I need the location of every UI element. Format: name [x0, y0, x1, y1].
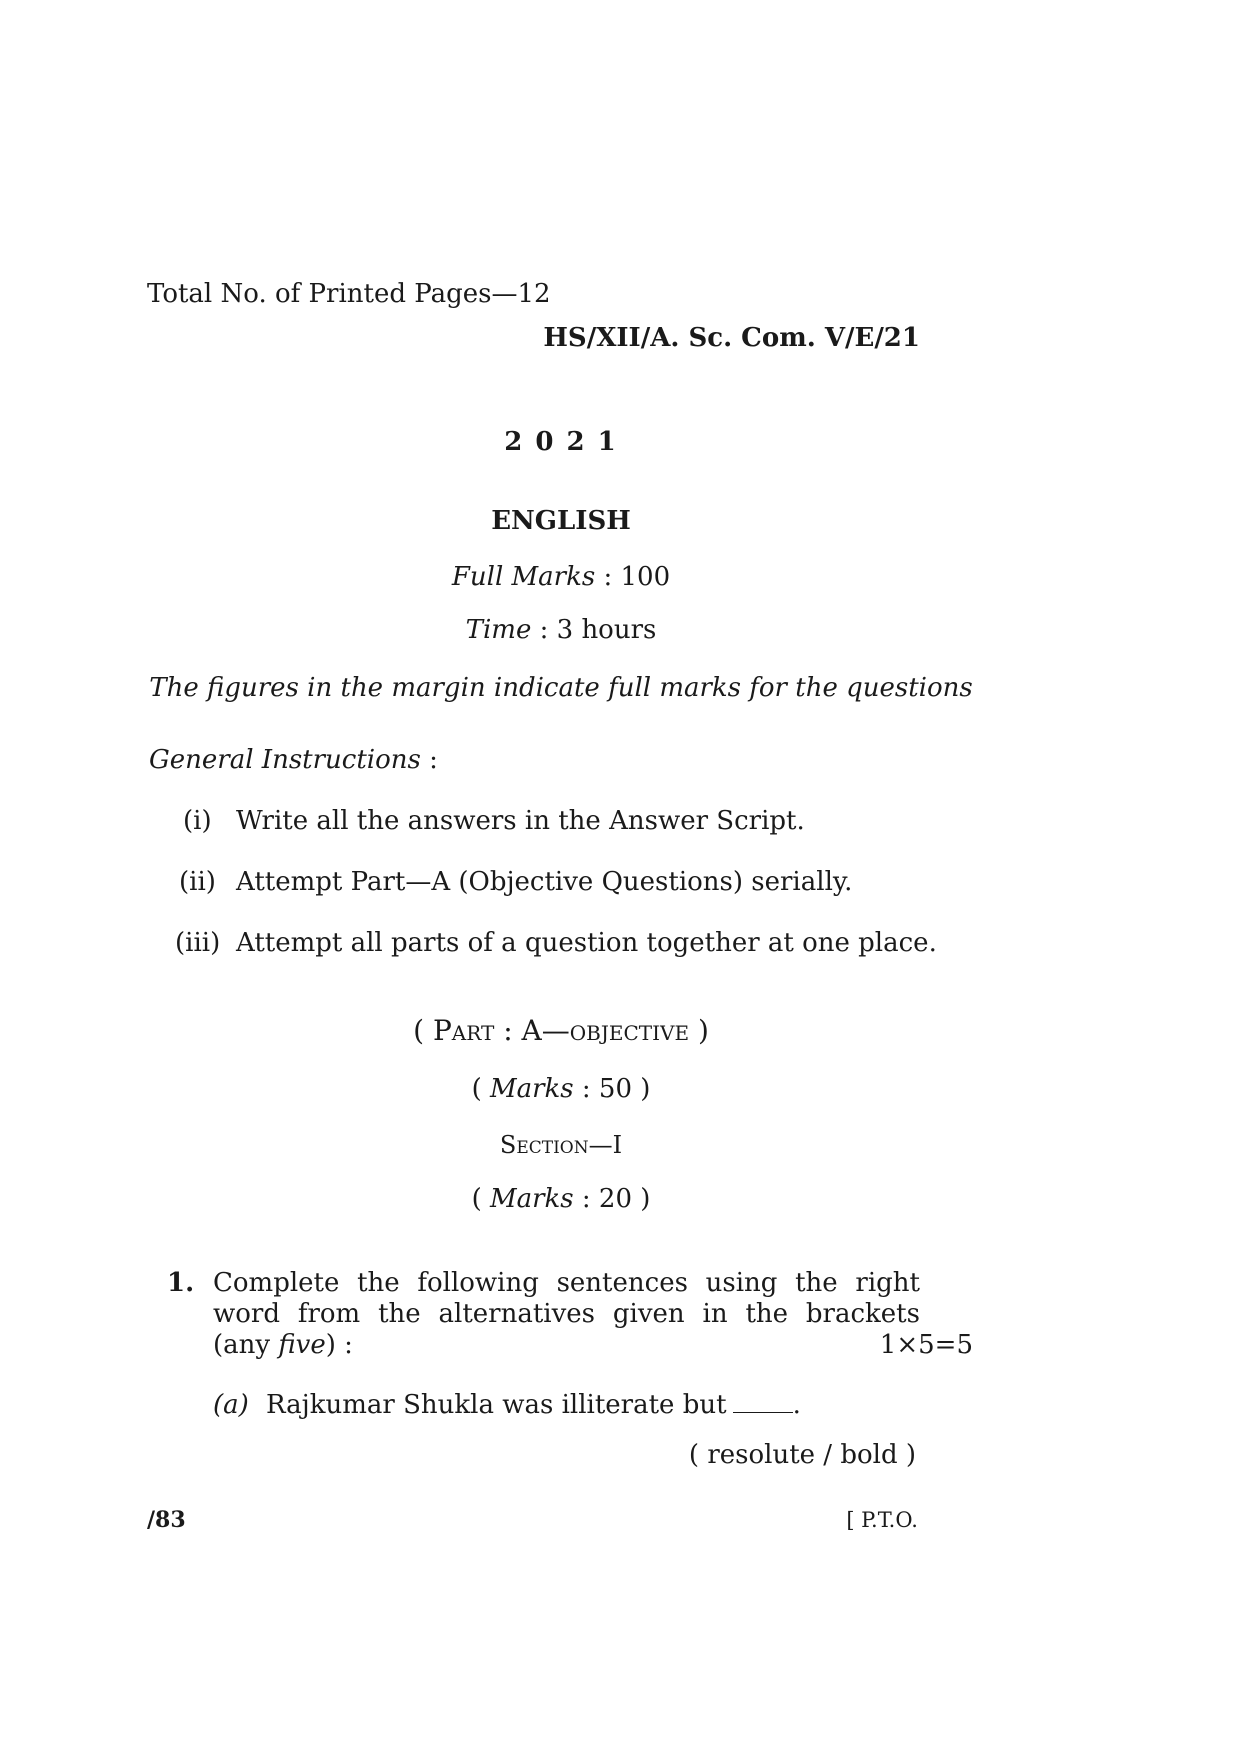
word: in	[702, 1299, 728, 1329]
word: right	[855, 1268, 920, 1298]
word: using	[705, 1268, 778, 1298]
part-marks-open: (	[471, 1074, 482, 1104]
section-marks-value: : 20 )	[581, 1184, 651, 1214]
question-marks: 1×5=5	[879, 1330, 973, 1360]
section-marks-label: Marks	[489, 1184, 574, 1214]
instruction-num: (i)	[183, 806, 212, 836]
instructions-heading-colon: :	[429, 745, 438, 775]
section-title: Section—I	[499, 1131, 623, 1159]
word: brackets	[805, 1299, 920, 1329]
question-number: 1.	[167, 1268, 195, 1298]
question-line	[213, 1299, 920, 1330]
instruction-num: (iii)	[175, 928, 221, 958]
any-five-note	[213, 1330, 353, 1361]
question-text	[213, 1268, 973, 1361]
subquestion-label: (a)	[213, 1390, 249, 1420]
margin-note: The figures in the margin indicate full marks for the questions	[149, 673, 973, 703]
word: the	[745, 1299, 789, 1329]
subquestion-end: .	[792, 1390, 801, 1420]
part-marks	[472, 1074, 651, 1104]
instruction-text: Attempt Part—A (Objective Questions) serially.	[236, 867, 853, 897]
subquestion-sentence: Rajkumar Shukla was illiterate but	[266, 1390, 727, 1420]
footer-code: /83	[147, 1507, 186, 1533]
word: ) :	[325, 1330, 353, 1360]
pto-note: [ P.T.O.	[846, 1508, 918, 1532]
word: five	[278, 1330, 326, 1360]
word: word	[213, 1299, 280, 1329]
word: alternatives	[438, 1299, 596, 1329]
instruction-text: Attempt all parts of a question together at one place.	[236, 928, 937, 958]
instruction-num: (ii)	[179, 867, 216, 897]
time-allowed	[466, 615, 657, 645]
question-line	[213, 1268, 920, 1299]
word: from	[297, 1299, 361, 1329]
answer-blank	[733, 1390, 793, 1413]
full-marks-label: Full Marks	[451, 562, 596, 592]
section-marks	[472, 1184, 651, 1214]
instructions-heading	[149, 745, 438, 775]
time-label: Time	[465, 615, 532, 645]
word: Complete	[213, 1268, 340, 1298]
part-marks-value: : 50 )	[581, 1074, 651, 1104]
subquestion-options: ( resolute / bold )	[688, 1440, 916, 1470]
word: sentences	[556, 1268, 688, 1298]
instructions-heading-text: General Instructions	[149, 745, 421, 775]
section-marks-open: (	[471, 1184, 482, 1214]
word: following	[417, 1268, 539, 1298]
full-marks-value: : 100	[603, 562, 671, 592]
part-title: ( Part : A—objective )	[413, 1014, 709, 1047]
word: the	[357, 1268, 400, 1298]
word: given	[612, 1299, 685, 1329]
instruction-text: Write all the answers in the Answer Script.	[236, 806, 805, 836]
subject-title: ENGLISH	[491, 506, 631, 536]
subquestion-text	[266, 1390, 801, 1420]
full-marks	[452, 562, 670, 592]
word: the	[378, 1299, 421, 1329]
time-value: : 3 hours	[539, 615, 657, 645]
part-marks-label: Marks	[489, 1074, 574, 1104]
word: the	[795, 1268, 838, 1298]
question-line	[213, 1330, 973, 1361]
exam-year: 2 0 2 1	[504, 427, 618, 457]
paper-code: HS/XII/A. Sc. Com. V/E/21	[543, 323, 920, 353]
total-pages-note: Total No. of Printed Pages—12	[147, 279, 551, 309]
word: (any	[213, 1330, 271, 1360]
